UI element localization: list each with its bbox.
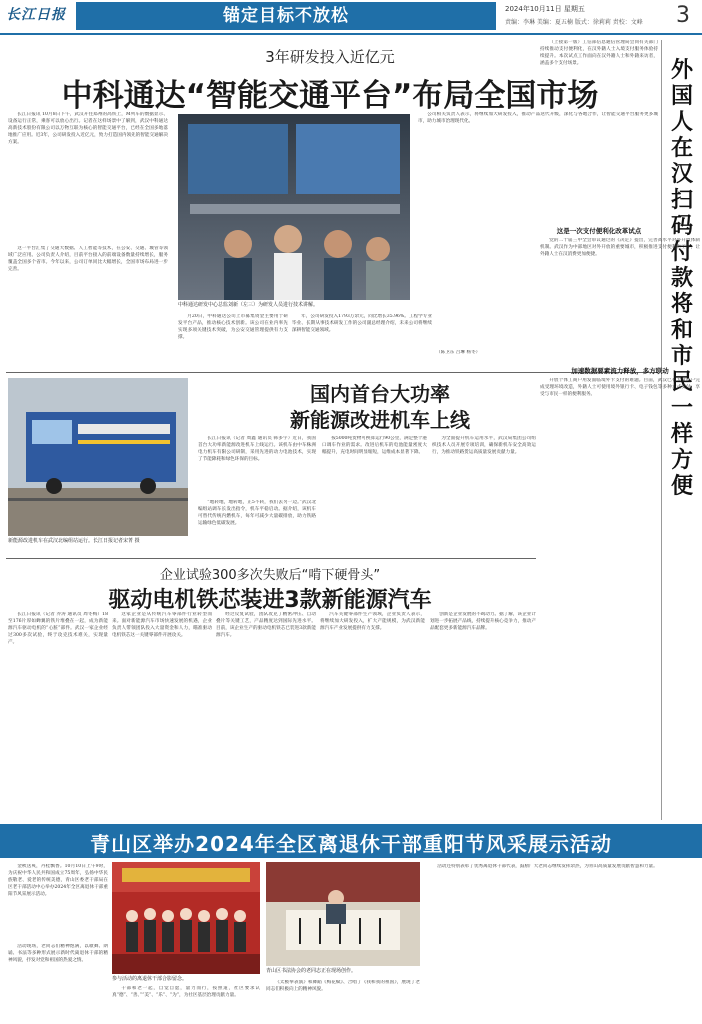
calligraphy-photo-image (266, 862, 420, 966)
story2-column-1: 长江日报讯（记者 周鑫 通讯员 韩多宇）近日，我国首台大功率新能源改进机车上线运行。该机车由中车株洲电力机车有限公司研制，采用先进的动力电池技术，实现了节能降耗和绿色环保的目标。 (198, 436, 316, 462)
story4-headline: 青山区举办2024年全区离退休干部重阳节风采展示活动 (90, 832, 612, 856)
story3-column-5: 创新是企业发展的不竭动力。据了解，该企业计划进一步拓展产品线，持续提升核心竞争力，推动产品配套更多新能源汽车品牌。 (430, 612, 536, 631)
story1-column-1: 长江日报讯 10月8日下午，武汉开往郑州的高铁上，M列车的数据显示、设备运行正常，乘客可以放心出行。记者在这样场景中了解到，武汉中科通达高新技术股份有限公司以万物互联为核心的智能交通平台，已经在全国多地落地推广应用。近3年，公司研发投入近亿元，致力打造国内领先的智能交通解决方案。 (8, 112, 168, 145)
story1-column-3: 公司相关负责人表示，将继续加大研发投入，推动产品迭代升级，深化与各地合作，让智能交通平台服务更多城市，助力城市治理现代化。 (418, 112, 658, 124)
side-subhead-1: 这是一次支付便利化改革试点 (556, 227, 642, 235)
story3-column-1: 长江日报讯（记者 乔涛 通讯员 周冬梅）18至176片厚如蝉翼的铁片堆叠在一起，成为新能源汽车驱动电机的“心脏”部件。武汉一家企业经过300多次试验，终于攻克技术难关，实现量产。 (8, 612, 108, 645)
story4-photo2-caption: 青山区书法协会的老同志正在现场创作。 (266, 968, 357, 974)
editor-credits: 责编：李琳 美编：夏五楠 版式：徐莉莉 责校：文峰 (505, 19, 643, 26)
side-column-2: 党的二十届三中全会审议通过的《决定》提出，完善高水平对外开放体制机制。武汉作为中部地区对外开放的重要城市，积极推进支付便利化工作，让外籍人士在汉消费更加便捷。 (540, 238, 700, 257)
story4-group-photo (112, 862, 260, 974)
newspaper-logo: 长江日报 (6, 7, 66, 23)
section-title: 锚定目标不放松 (76, 2, 496, 30)
side-column-1: （上接第一版）工信部信息通信管理局会同有关部门持续推动支付便利化，在汉外籍人士入境支付服务体验持续提升。本次试点工作面向在汉外籍人士和外籍来访者，涵盖多个支付场景。 (540, 40, 658, 66)
story1-author: （陈卫东 吕琳 杨冬） (436, 350, 481, 355)
story2-locomotive-photo (8, 378, 188, 536)
story3-kicker: 企业试验300多次失败后“啃下硬骨头” (159, 568, 381, 583)
divider-2 (6, 558, 536, 559)
group-photo-image (112, 862, 260, 974)
story1-photo-caption: 中科通达研发中心总监刘新（左三）为研发人员进行技术讲解。 (178, 302, 319, 308)
masthead-rule (0, 33, 702, 35)
story3-column-3: 经过反复试验，团队攻克了精密冲压、自动叠片等关键工艺，产品精度达到国际先进水平。目前，该企业生产的驱动电机铁芯已装进3款新能源汽车。 (216, 612, 316, 638)
story3-headline: 驱动电机铁芯装进3款新能源汽车 (108, 588, 432, 613)
story4-column-5: 活动还特别表彰了优秀离退休干部代表，鼓励广大老同志继续发挥余热，为青山高质量发展贡献智慧和力量。 (437, 864, 658, 869)
story2-headline-line2: 新能源改进机车上线 (290, 408, 470, 432)
locomotive-image (8, 378, 188, 536)
story1-column-2: 这一平台汇集了交通大数据、人工智能等技术，在公安、交通、城管等领域广泛应用。公司负责人介绍，目前平台接入的前端设备数量持续增长，服务覆盖全国多个省市。今年以来，公司订单同比大幅增长，全国市场布局进一步完善。 (8, 246, 168, 272)
story4-calligraphy-photo (266, 862, 420, 966)
story3-column-2: 这家企业是从传统汽车零部件行业转型而来。面对新能源汽车市场快速发展的机遇，企业负责人带领团队投入大量资金和人力，瞄准驱动电机铁芯这一关键零部件开展攻关。 (112, 612, 212, 638)
story1-headline: 中科通达“智能交通平台”布局全国市场 (61, 78, 599, 114)
story2-column-2: “地转地，地转地，正5不转，我们去另一边。”武汉北编组站调车长发出指令，机车平稳启动。据介绍，该机车可替代传统内燃机车，每年可减少大量碳排放，助力铁路运输绿色低碳发展。 (198, 500, 316, 526)
story4-column-3: 干部和老一起，自觉自愿，量力而行，按照道，社区要求认真“德”、“善、”“美”、“乐”、“为”，为社区基层治理贡献力量。 (112, 986, 260, 998)
side-headline: 外国人在汉扫码付款将和市民一样方便 (670, 58, 693, 499)
story2-column-4: 为全面提升机车运用水平，武汉局集团公司组织技术人员开展专项培训，确保新机车安全高效运行，为推动铁路货运高质量发展贡献力量。 (432, 436, 536, 455)
story1-lab-photo (178, 114, 410, 300)
story2-headline-line1: 国内首台大功率 (310, 382, 450, 406)
issue-date: 2024年10月11日 星期五 (505, 5, 585, 13)
story1-column-5: 年，公司研发投入1793万余元，同比增长35.96%。工程学专业毕业、长期从事技术研发工作的公司副总经理介绍，未来公司将继续深耕智能交通领域。 (292, 314, 432, 333)
story3-column-4: 汽车关键零部件生产领域，企业负责人表示，将继续加大研发投入，扩大产能规模，为武汉新能源汽车产业发展提供有力支撑。 (320, 612, 425, 631)
story4-photo1-caption: 参与活动的离退休干部合影留念。 (112, 976, 188, 982)
story4-column-2: 活动现场，老同志们精神饱满，以歌舞、朗诵、书法等多种形式展示新时代离退休干部的精神风貌，抒发对党和祖国的热爱之情。 (8, 944, 108, 963)
story2-photo-caption: 新能源改进机车在武汉北编组站运行。长江日报记者宋菁 摄 (8, 538, 140, 544)
side-subhead-2: 加速数据要素流力释放，多方联动 (571, 367, 669, 375)
story1-kicker: 3年研发投入近亿元 (265, 48, 395, 66)
story2-column-3: 按5000吨货物可换算运行90公里，满足整个港口调车作业的需求。改进后机车的电池能量密度大幅提升，充电时间明显缩短，运维成本显著下降。 (322, 436, 427, 455)
story1-column-4: 月20日，中科通达公司上市募集资金主要用于研发平台产品，推动核心技术创新。该公司在业内率先实现多项关键技术突破，为公安交通管理提供有力支撑。 (178, 314, 288, 340)
story4-column-1: 金秋送爽，丹桂飘香。10月10日上午9时，为庆祝中华人民共和国成立75周年，弘扬中华民族敬老、爱老的传统美德，青山区委老干部局在区老干部活动中心举办2024年全区离退休干部重阳节风采展示活动。 (8, 864, 108, 897)
page-number: 3 (676, 3, 690, 28)
side-column-3: 开放个体工商户用发面临境外卡支付的难题。目前，武汉已有大量商户完成受理环境改造，外籍人士可使用境外银行卡、电子钱包等多种方式支付，享受与市民一样的便利服务。 (540, 378, 700, 397)
lab-photo-image (178, 114, 410, 300)
masthead (0, 0, 702, 32)
story4-column-4: 《太极拳表演》和舞蹈《梅花赋》、合唱了《我和我的祖国》，展现了老同志们积极向上的精神风貌。 (266, 980, 420, 992)
